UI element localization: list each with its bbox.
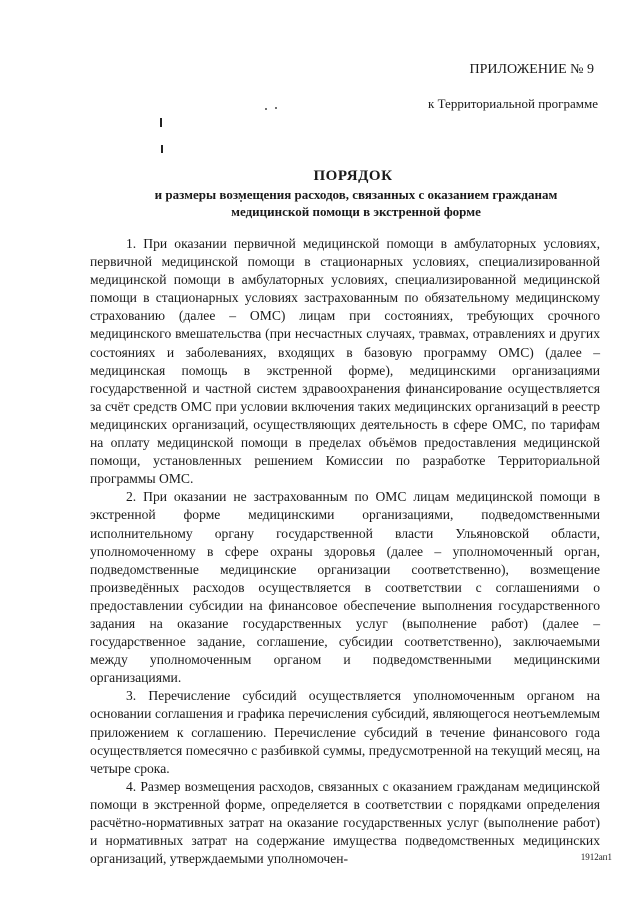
scan-dot <box>275 107 277 109</box>
margin-mark <box>160 118 162 127</box>
document-title: ПОРЯДОК <box>313 168 393 184</box>
paragraph-4: 4. Размер возмещения расходов, связанных с оказанием гражданам медицинской помощи в экстренной форме, определяется в соответствии с порядками определения расчётно-нормативных затрат на оказание государственных услуг (выполнение работ) и нормативных затрат на содержание имущества подведомственных медицинских организаций, утверждаемыми уполномочен- <box>90 778 600 867</box>
margin-mark <box>161 145 163 153</box>
paragraph-2: 2. При оказании не застрахованным по ОМС лицам медицинской помощи в экстренной форме медицинскими организациями, подведомственными исполнительному органу государственной власти Ульяновской области, уполномоченному в сфере охраны здоровья (далее – уполномоченный орган, подведомственные медицинские организации соответственно), возмещение произведённых расходов осуществляется в соответствии с соглашениями о предоставлении субсидии на финансовое обеспечение выполнения государственного задания на оказание государственных услуг (выполнение работ) (далее – государственное задание, соглашение, субсидии соответственно), заключаемыми между уполномоченным органом и подведомственными медицинскими организациями. <box>90 489 600 686</box>
program-reference: к Территориальной программе <box>428 96 598 111</box>
document-subtitle: и размеры возмещения расходов, связанных с оказанием гражданам медицинской помощи в экстренной форме <box>154 187 558 219</box>
appendix-number: ПРИЛОЖЕНИЕ № 9 <box>469 62 594 77</box>
scan-dot <box>265 108 267 110</box>
paragraph-1: 1. При оказании первичной медицинской помощи в амбулаторных условиях, первичной медицинской помощи в стационарных условиях, специализированной медицинской помощи в амбулаторных условиях, специализированной медицинской помощи в стационарных условиях застрахованным по обязательному медицинскому страхованию (далее – ОМС) лицам при состояниях, требующих срочного медицинского вмешательства (при несчастных случаях, травмах, отравлениях и других состояниях и заболеваниях, входящих в базовую программу ОМС) (далее – медицинская помощь в экстренной форме), медицинскими организациями государственной и частной систем здравоохранения финансирование осуществляется за счёт средств ОМС при условии включения таких медицинских организаций в реестр медицинских организаций, осуществляющих деятельность в сфере ОМС, по тарифам на оплату медицинской помощи в пределах объёмов предоставления медицинской помощи, установленных решением Комиссии по разработке Территориальной программы ОМС. <box>90 236 600 487</box>
document-body <box>90 235 600 868</box>
footer-code: 1912ап1 <box>580 852 612 862</box>
paragraph-3: 3. Перечисление субсидий осуществляется уполномоченным органом на основании соглашения и графика перечисления субсидий, являющегося неотъемлемым приложением к соглашению. Перечисление субсидий в течение финансового года осуществляется помесячно с разбивкой суммы, предусмотренной на текущий месяц, на четыре срока. <box>90 688 600 776</box>
